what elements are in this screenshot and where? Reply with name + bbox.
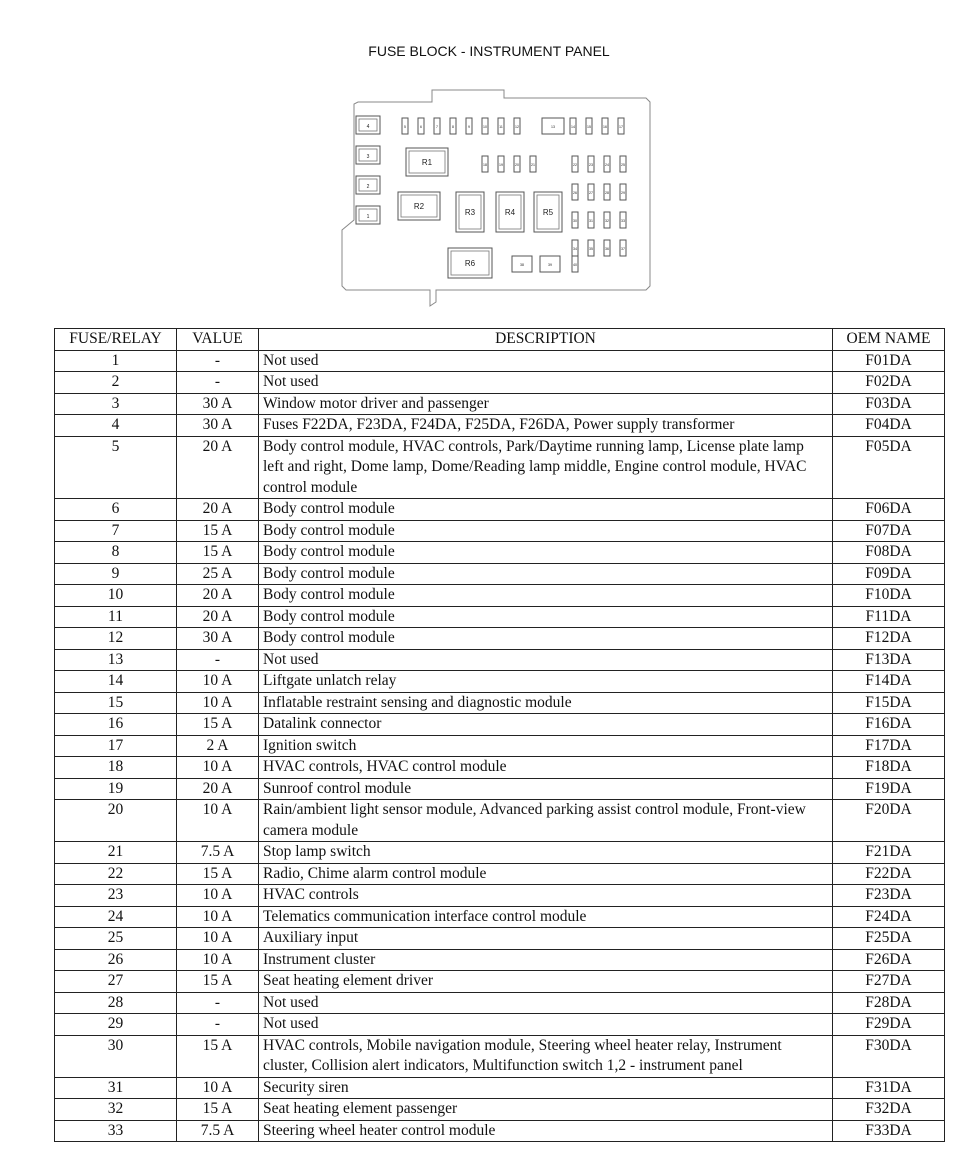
fuse-left-3-label: 1 <box>366 214 370 220</box>
description-cell: Not used <box>259 350 833 372</box>
value-cell: 10 A <box>177 949 259 971</box>
table-row <box>55 1120 945 1142</box>
page-title: FUSE BLOCK - INSTRUMENT PANEL <box>368 43 610 59</box>
table-row <box>55 949 945 971</box>
table-row <box>55 692 945 714</box>
oem-name-cell: F15DA <box>833 692 945 714</box>
description-cell: Radio, Chime alarm control module <box>259 863 833 885</box>
oem-name-cell: F18DA <box>833 757 945 779</box>
fuse-13-label: 13 <box>551 125 555 129</box>
oem-name-cell: F17DA <box>833 735 945 757</box>
fuse-number-cell: 29 <box>55 1014 177 1036</box>
fuse-number-cell: 26 <box>55 949 177 971</box>
oem-name-cell: F03DA <box>833 393 945 415</box>
value-cell: 20 A <box>177 585 259 607</box>
fuse-8-label: 8 <box>452 125 454 129</box>
description-cell: Body control module <box>259 585 833 607</box>
fuse-30-label: 30 <box>573 219 577 223</box>
oem-name-cell: F20DA <box>833 800 945 842</box>
oem-name-cell: F27DA <box>833 971 945 993</box>
oem-name-cell: F09DA <box>833 563 945 585</box>
table-row <box>55 671 945 693</box>
table-row <box>55 1014 945 1036</box>
description-cell: Ignition switch <box>259 735 833 757</box>
fuse-31-label: 31 <box>589 219 593 223</box>
fuse-block-diagram <box>336 80 656 310</box>
fuse-34-label: 34 <box>573 247 577 251</box>
table-row <box>55 585 945 607</box>
fuse-number-cell: 33 <box>55 1120 177 1142</box>
fuse-number-cell: 6 <box>55 499 177 521</box>
fuse-number-cell: 22 <box>55 863 177 885</box>
value-cell: 7.5 A <box>177 842 259 864</box>
fuse-27-label: 27 <box>589 191 593 195</box>
description-cell: Instrument cluster <box>259 949 833 971</box>
table-row <box>55 520 945 542</box>
header-description: DESCRIPTION <box>259 329 833 351</box>
fuse-26-label: 26 <box>573 191 577 195</box>
description-cell: HVAC controls <box>259 885 833 907</box>
fuse-number-cell: 5 <box>55 436 177 499</box>
fuse-number-cell: 7 <box>55 520 177 542</box>
fuse-20-label: 20 <box>515 163 519 167</box>
value-cell: 7.5 A <box>177 1120 259 1142</box>
oem-name-cell: F08DA <box>833 542 945 564</box>
relay-1-label: R1 <box>421 158 433 167</box>
description-cell: Security siren <box>259 1077 833 1099</box>
relay-5-label: R5 <box>542 208 554 217</box>
fuse-11-label: 11 <box>499 125 503 129</box>
value-cell: - <box>177 1014 259 1036</box>
value-cell: 15 A <box>177 971 259 993</box>
description-cell: Seat heating element driver <box>259 971 833 993</box>
oem-name-cell: F16DA <box>833 714 945 736</box>
value-cell: 10 A <box>177 692 259 714</box>
table-row <box>55 714 945 736</box>
description-cell: Stop lamp switch <box>259 842 833 864</box>
fuse-left-2-label: 2 <box>366 184 370 190</box>
table-row <box>55 885 945 907</box>
oem-name-cell: F21DA <box>833 842 945 864</box>
header-value: VALUE <box>177 329 259 351</box>
fuse-table <box>54 328 945 1142</box>
description-cell: Body control module <box>259 606 833 628</box>
description-cell: Not used <box>259 372 833 394</box>
fuse-37-label: 37 <box>621 247 625 251</box>
fuse-6-label: 6 <box>420 125 422 129</box>
value-cell: 20 A <box>177 436 259 499</box>
table-row <box>55 563 945 585</box>
value-cell: 15 A <box>177 542 259 564</box>
table-row <box>55 1077 945 1099</box>
fuse-40-label: 40 <box>573 263 577 267</box>
value-cell: 25 A <box>177 563 259 585</box>
value-cell: - <box>177 649 259 671</box>
oem-name-cell: F02DA <box>833 372 945 394</box>
value-cell: - <box>177 992 259 1014</box>
description-cell: Not used <box>259 649 833 671</box>
description-cell: Steering wheel heater control module <box>259 1120 833 1142</box>
table-row <box>55 350 945 372</box>
fuse-19-label: 19 <box>499 163 503 167</box>
description-cell: Rain/ambient light sensor module, Advanced parking assist control module, Front-view camera module <box>259 800 833 842</box>
oem-name-cell: F11DA <box>833 606 945 628</box>
oem-name-cell: F25DA <box>833 928 945 950</box>
table-row <box>55 842 945 864</box>
value-cell: 10 A <box>177 885 259 907</box>
table-row <box>55 606 945 628</box>
table-row <box>55 971 945 993</box>
oem-name-cell: F13DA <box>833 649 945 671</box>
description-cell: Body control module <box>259 542 833 564</box>
fuse-21-label: 21 <box>531 163 535 167</box>
oem-name-cell: F23DA <box>833 885 945 907</box>
table-row <box>55 1035 945 1077</box>
fuse-22-label: 22 <box>573 163 577 167</box>
oem-name-cell: F07DA <box>833 520 945 542</box>
fuse-number-cell: 18 <box>55 757 177 779</box>
fuse-28-label: 28 <box>605 191 609 195</box>
fuse-number-cell: 2 <box>55 372 177 394</box>
fuse-16-label: 16 <box>603 125 607 129</box>
table-row <box>55 436 945 499</box>
fuse-number-cell: 27 <box>55 971 177 993</box>
oem-name-cell: F10DA <box>833 585 945 607</box>
fuse-25-label: 25 <box>621 163 625 167</box>
table-row <box>55 393 945 415</box>
fuse-number-cell: 10 <box>55 585 177 607</box>
table-row <box>55 992 945 1014</box>
fuse-35-label: 35 <box>589 247 593 251</box>
value-cell: 10 A <box>177 757 259 779</box>
fuse-17-label: 17 <box>619 125 623 129</box>
table-row <box>55 906 945 928</box>
oem-name-cell: F24DA <box>833 906 945 928</box>
table-row <box>55 928 945 950</box>
fuse-12-label: 12 <box>515 125 519 129</box>
table-row <box>55 800 945 842</box>
fuse-14-label: 14 <box>571 125 575 129</box>
value-cell: 15 A <box>177 1035 259 1077</box>
fuse-38-label: 38 <box>520 263 524 267</box>
header-fuse-relay: FUSE/RELAY <box>55 329 177 351</box>
table-row <box>55 1099 945 1121</box>
oem-name-cell: F26DA <box>833 949 945 971</box>
fuse-23-label: 23 <box>589 163 593 167</box>
table-row <box>55 372 945 394</box>
description-cell: Fuses F22DA, F23DA, F24DA, F25DA, F26DA, Power supply transformer <box>259 415 833 437</box>
table-row <box>55 542 945 564</box>
oem-name-cell: F06DA <box>833 499 945 521</box>
fuse-number-cell: 28 <box>55 992 177 1014</box>
description-cell: Not used <box>259 1014 833 1036</box>
fuse-10-label: 10 <box>483 125 487 129</box>
description-cell: Auxiliary input <box>259 928 833 950</box>
description-cell: Not used <box>259 992 833 1014</box>
fuse-9-label: 9 <box>468 125 470 129</box>
description-cell: Window motor driver and passenger <box>259 393 833 415</box>
value-cell: 2 A <box>177 735 259 757</box>
fuse-39-label: 39 <box>548 263 552 267</box>
oem-name-cell: F14DA <box>833 671 945 693</box>
fuse-18-label: 18 <box>483 163 487 167</box>
fuse-number-cell: 17 <box>55 735 177 757</box>
table-row <box>55 863 945 885</box>
fuse-number-cell: 32 <box>55 1099 177 1121</box>
oem-name-cell: F29DA <box>833 1014 945 1036</box>
fuse-number-cell: 3 <box>55 393 177 415</box>
fuse-number-cell: 12 <box>55 628 177 650</box>
fuse-number-cell: 19 <box>55 778 177 800</box>
fuse-left-0-label: 4 <box>366 124 370 130</box>
oem-name-cell: F04DA <box>833 415 945 437</box>
value-cell: 30 A <box>177 415 259 437</box>
oem-name-cell: F28DA <box>833 992 945 1014</box>
fuse-24-label: 24 <box>605 163 609 167</box>
description-cell: Telematics communication interface control module <box>259 906 833 928</box>
oem-name-cell: F22DA <box>833 863 945 885</box>
value-cell: 20 A <box>177 606 259 628</box>
fuse-29-label: 29 <box>621 191 625 195</box>
description-cell: Body control module, HVAC controls, Park/Daytime running lamp, License plate lamp left and right, Dome lamp, Dome/Reading lamp middle, Engine control module, HVAC control module <box>259 436 833 499</box>
fuse-number-cell: 14 <box>55 671 177 693</box>
fuse-number-cell: 1 <box>55 350 177 372</box>
fuse-number-cell: 30 <box>55 1035 177 1077</box>
description-cell: Body control module <box>259 628 833 650</box>
description-cell: HVAC controls, Mobile navigation module, Steering wheel heater relay, Instrument cluster, Collision alert indicators, Multifunction switch 1,2 - instrument panel <box>259 1035 833 1077</box>
description-cell: Body control module <box>259 499 833 521</box>
value-cell: 20 A <box>177 778 259 800</box>
value-cell: 10 A <box>177 928 259 950</box>
value-cell: - <box>177 350 259 372</box>
table-row <box>55 649 945 671</box>
oem-name-cell: F31DA <box>833 1077 945 1099</box>
fuse-number-cell: 9 <box>55 563 177 585</box>
fuse-number-cell: 25 <box>55 928 177 950</box>
value-cell: 10 A <box>177 1077 259 1099</box>
fuse-15-label: 15 <box>587 125 591 129</box>
fuse-32-label: 32 <box>605 219 609 223</box>
oem-name-cell: F12DA <box>833 628 945 650</box>
value-cell: 30 A <box>177 393 259 415</box>
fuse-number-cell: 13 <box>55 649 177 671</box>
description-cell: Liftgate unlatch relay <box>259 671 833 693</box>
description-cell: Inflatable restraint sensing and diagnostic module <box>259 692 833 714</box>
value-cell: 30 A <box>177 628 259 650</box>
description-cell: HVAC controls, HVAC control module <box>259 757 833 779</box>
fuse-number-cell: 31 <box>55 1077 177 1099</box>
table-header-row <box>55 329 945 351</box>
fuse-number-cell: 4 <box>55 415 177 437</box>
fuse-number-cell: 24 <box>55 906 177 928</box>
description-cell: Body control module <box>259 520 833 542</box>
oem-name-cell: F05DA <box>833 436 945 499</box>
table-row <box>55 628 945 650</box>
oem-name-cell: F30DA <box>833 1035 945 1077</box>
fuse-36-label: 36 <box>605 247 609 251</box>
fuse-number-cell: 8 <box>55 542 177 564</box>
description-cell: Body control module <box>259 563 833 585</box>
value-cell: - <box>177 372 259 394</box>
fuse-5-label: 5 <box>404 125 406 129</box>
relay-6-label: R6 <box>464 259 476 268</box>
value-cell: 10 A <box>177 671 259 693</box>
fuse-number-cell: 16 <box>55 714 177 736</box>
table-row <box>55 415 945 437</box>
oem-name-cell: F19DA <box>833 778 945 800</box>
table-row <box>55 499 945 521</box>
description-cell: Datalink connector <box>259 714 833 736</box>
fuse-left-1-label: 3 <box>366 154 370 160</box>
fuse-number-cell: 11 <box>55 606 177 628</box>
value-cell: 15 A <box>177 863 259 885</box>
fuse-number-cell: 23 <box>55 885 177 907</box>
description-cell: Seat heating element passenger <box>259 1099 833 1121</box>
relay-4-label: R4 <box>504 208 516 217</box>
value-cell: 15 A <box>177 520 259 542</box>
value-cell: 15 A <box>177 714 259 736</box>
value-cell: 10 A <box>177 906 259 928</box>
table-row <box>55 757 945 779</box>
fuse-number-cell: 20 <box>55 800 177 842</box>
fuse-7-label: 7 <box>436 125 438 129</box>
description-cell: Sunroof control module <box>259 778 833 800</box>
relay-2-label: R2 <box>413 202 425 211</box>
fuse-number-cell: 15 <box>55 692 177 714</box>
fuse-33-label: 33 <box>621 219 625 223</box>
fuse-number-cell: 21 <box>55 842 177 864</box>
header-oem-name: OEM NAME <box>833 329 945 351</box>
oem-name-cell: F32DA <box>833 1099 945 1121</box>
value-cell: 20 A <box>177 499 259 521</box>
value-cell: 10 A <box>177 800 259 842</box>
value-cell: 15 A <box>177 1099 259 1121</box>
oem-name-cell: F01DA <box>833 350 945 372</box>
table-row <box>55 778 945 800</box>
relay-3-label: R3 <box>464 208 476 217</box>
table-row <box>55 735 945 757</box>
oem-name-cell: F33DA <box>833 1120 945 1142</box>
